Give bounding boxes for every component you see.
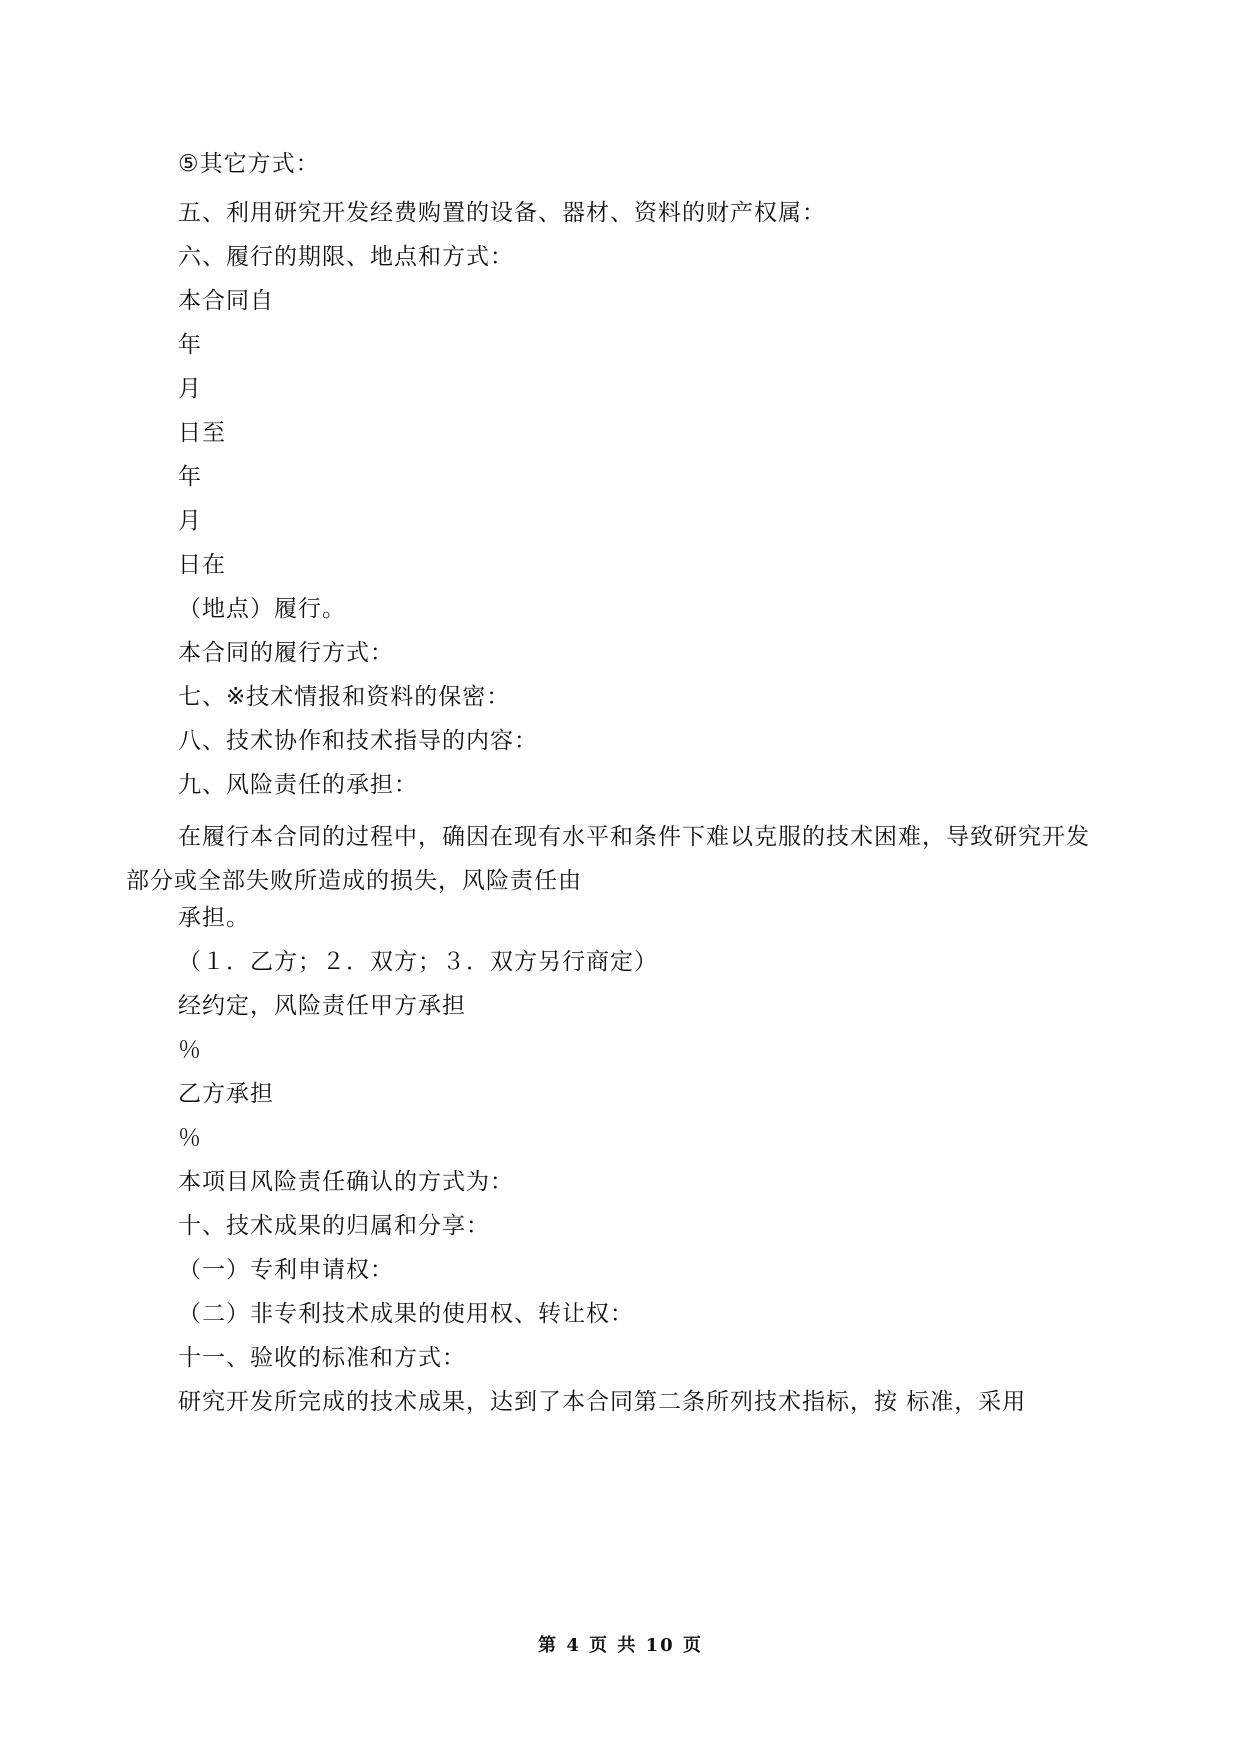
- text-line: 月: [178, 508, 202, 534]
- text-line: 本合同自: [178, 288, 274, 314]
- page-footer: [0, 1631, 1241, 1657]
- text-paragraph: 在履行本合同的过程中，确因在现有水平和条件下难以克服的技术困难，导致研究开发部分或全部失败所造成的损失，风险责任由: [126, 824, 1090, 894]
- text-line: 年: [178, 332, 202, 358]
- text-line: 日至: [178, 420, 226, 446]
- text-line: 十、技术成果的归属和分享：: [178, 1213, 490, 1239]
- text-line: 七、※技术情报和资料的保密：: [178, 684, 511, 710]
- text-line: 承担。: [178, 905, 250, 931]
- text-line: 日在: [178, 552, 226, 578]
- text-line: ⑤其它方式：: [178, 151, 320, 177]
- text-line: 本合同的履行方式：: [178, 640, 394, 666]
- text-line: 年: [178, 464, 202, 490]
- text-line: 研究开发所完成的技术成果，达到了本合同第二条所列技术指标，按 标准，采用: [178, 1389, 1027, 1415]
- document-body: [126, 150, 1092, 1417]
- text-line: 十一、验收的标准和方式：: [178, 1345, 466, 1371]
- text-line: 本项目风险责任确认的方式为：: [178, 1169, 514, 1195]
- text-line: （一）专利申请权：: [178, 1257, 394, 1283]
- text-line: 八、技术协作和技术指导的内容：: [178, 728, 538, 754]
- text-line: （地点）履行。: [178, 596, 346, 622]
- text-line: （二）非专利技术成果的使用权、转让权：: [178, 1301, 634, 1327]
- text-line: 月: [178, 376, 202, 402]
- text-line: ％: [178, 1125, 202, 1151]
- text-line: ％: [178, 1037, 202, 1063]
- text-line: 九、风险责任的承担：: [178, 772, 418, 798]
- text-line: 六、履行的期限、地点和方式：: [178, 244, 514, 270]
- page-number: 第 4 页 共 10 页: [538, 1635, 703, 1656]
- text-line: 五、利用研究开发经费购置的设备、器材、资料的财产权属：: [178, 200, 826, 226]
- text-line: 经约定，风险责任甲方承担: [178, 993, 466, 1019]
- text-line: （１．乙方；２．双方；３．双方另行商定）: [178, 949, 658, 975]
- text-line: 乙方承担: [178, 1081, 274, 1107]
